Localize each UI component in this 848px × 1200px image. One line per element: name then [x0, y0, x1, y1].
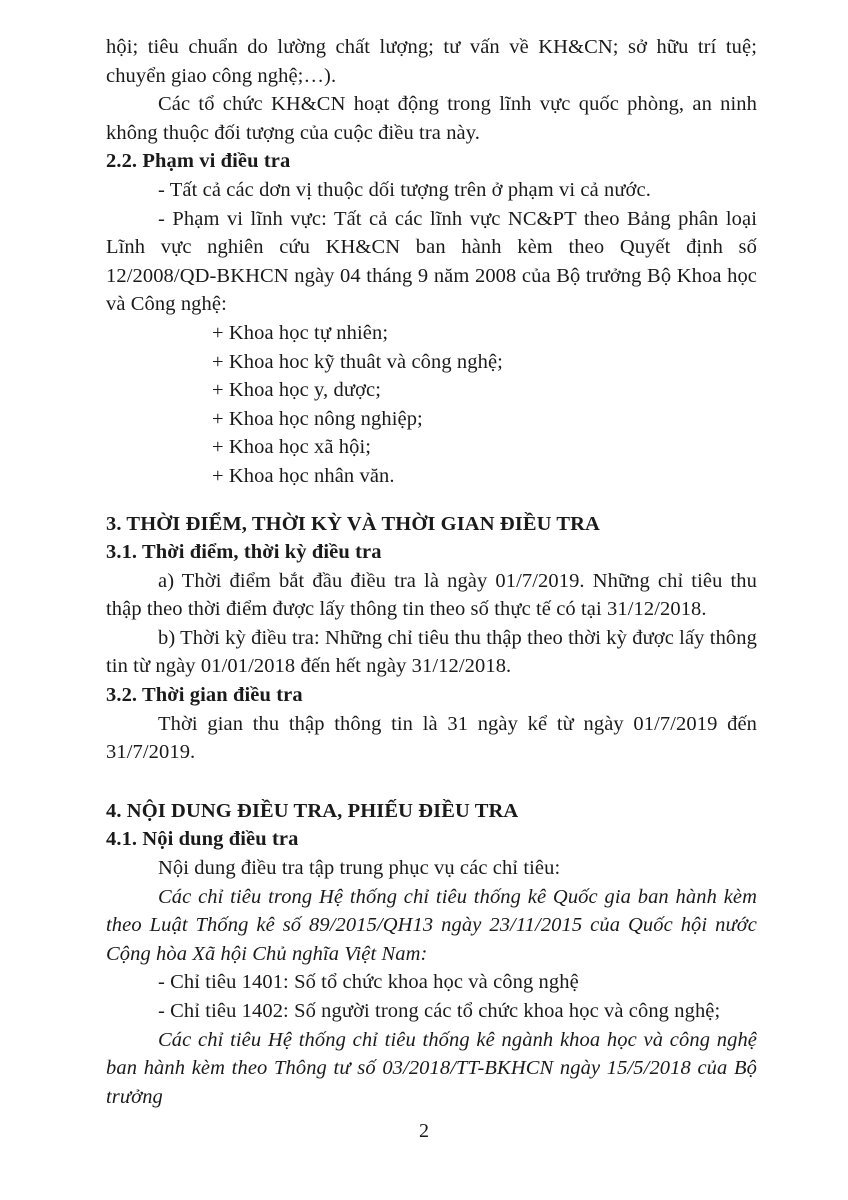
- section-heading: 4.1. Nội dung điều tra: [106, 828, 299, 851]
- document-content: [106, 33, 757, 1111]
- list-item: + Khoa học tự nhiên;: [212, 321, 389, 344]
- list-item: + Khoa học y, dược;: [212, 379, 382, 402]
- section-heading: 2.2. Phạm vi điều tra: [106, 150, 291, 173]
- paragraph-italic: Các chỉ tiêu trong Hệ thống chỉ tiêu thống kê Quốc gia ban hành kèm theo Luật Thống kê số 89/2015/QH13 ngày 23/11/2015 của Quốc hội nước Cộng hòa Xã hội Chủ nghĩa Việt Nam:: [106, 885, 757, 965]
- paragraph-italic: Các chỉ tiêu Hệ thống chỉ tiêu thống kê ngành khoa học và công nghệ ban hành kèm theo Thông tư số 03/2018/TT-BKHCN ngày 15/5/2018 của Bộ trưởng: [106, 1028, 757, 1108]
- section-heading: 4. NỘI DUNG ĐIỀU TRA, PHIẾU ĐIỀU TRA: [106, 799, 519, 822]
- paragraph: Nội dung điều tra tập trung phục vụ các chỉ tiêu:: [158, 857, 561, 880]
- paragraph: - Tất cả các dơn vị thuộc dối tượng trên ở phạm vi cả nước.: [158, 178, 651, 201]
- list-item: + Khoa học nông nghiệp;: [212, 407, 423, 430]
- paragraph: - Chỉ tiêu 1401: Số tổ chức khoa học và công nghệ: [158, 971, 579, 994]
- paragraph: b) Thời kỳ điều tra: Những chỉ tiêu thu thập theo thời kỳ được lấy thông tin từ ngày 01/01/2018 đến hết ngày 31/12/2018.: [106, 626, 757, 678]
- section-heading: 3.2. Thời gian điều tra: [106, 684, 303, 707]
- paragraph: Các tổ chức KH&CN hoạt động trong lĩnh vực quốc phòng, an ninh không thuộc đối tượng của cuộc điều tra này.: [106, 93, 757, 144]
- list-item: + Khoa hoc kỹ thuât và công nghệ;: [212, 350, 503, 373]
- paragraph: - Phạm vi lĩnh vực: Tất cả các lĩnh vực NC&PT theo Bảng phân loại Lĩnh vực nghiên cứu KH&CN ban hành kèm theo Quyết định số 12/2008/QD-BKHCN ngày 04 tháng 9 năm 2008 của Bộ trưởng Bộ Khoa học và Công nghệ:: [106, 207, 757, 316]
- paragraph: a) Thời điểm bắt đầu điều tra là ngày 01/7/2019. Những chỉ tiêu thu thập theo thời điểm được lấy thông tin theo số thực tế có tại 31/12/2018.: [106, 569, 757, 621]
- paragraph: hội; tiêu chuẩn do lường chất lượng; tư vấn về KH&CN; sở hữu trí tuệ; chuyển giao công nghệ;…).: [106, 36, 757, 87]
- list-item: + Khoa học nhân văn.: [212, 464, 395, 487]
- paragraph: - Chỉ tiêu 1402: Số người trong các tổ chức khoa học và công nghệ;: [158, 1000, 721, 1022]
- paragraph: Thời gian thu thập thông tin là 31 ngày kể từ ngày 01/7/2019 đến 31/7/2019.: [106, 712, 757, 764]
- section-heading: 3.1. Thời điểm, thời kỳ điều tra: [106, 541, 382, 564]
- list-item: + Khoa học xã hội;: [212, 436, 372, 459]
- section-heading: 3. THỜI ĐIỂM, THỜI KỲ VÀ THỜI GIAN ĐIỀU TRA: [106, 512, 600, 535]
- page-number: 2: [419, 1120, 429, 1142]
